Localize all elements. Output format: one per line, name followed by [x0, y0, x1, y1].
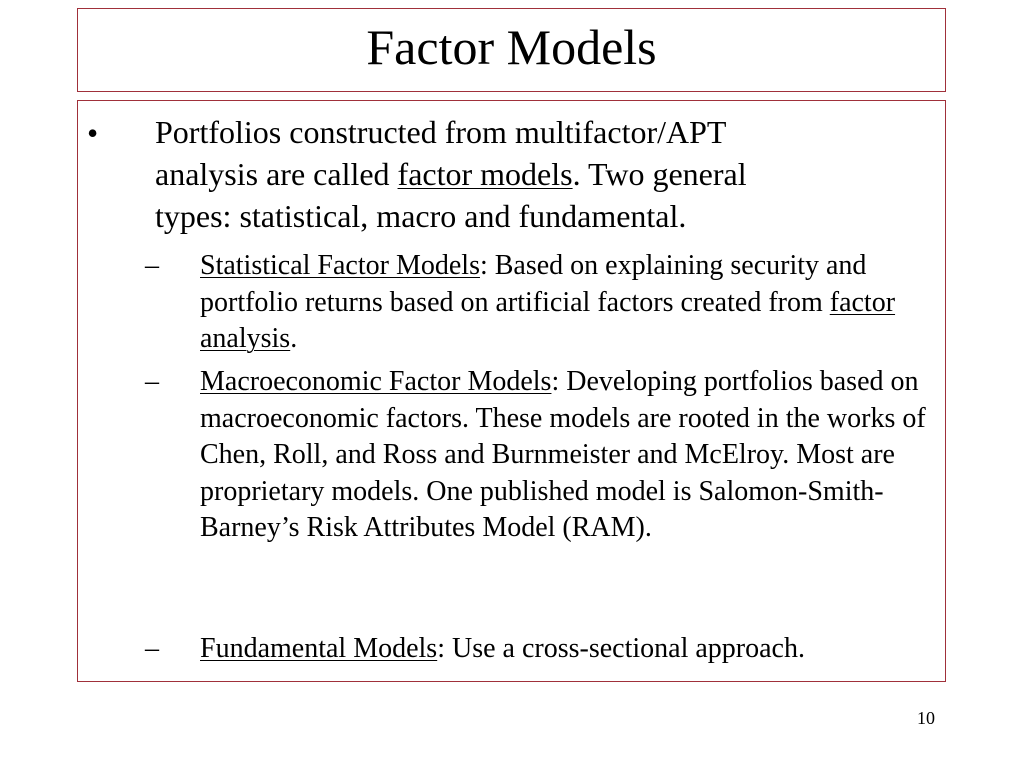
main-bullet-line-2-post: . Two general	[572, 156, 747, 192]
sub-item-text	[200, 631, 940, 668]
fundamental-description: : Use a cross-sectional approach.	[437, 633, 805, 664]
statistical-factor-models-term: Statistical Factor Models	[200, 250, 480, 281]
macroeconomic-description: : Developing portfolios based on macroeconomic factors. These models are rooted in the works of Chen, Roll, and Ross and Burnmeister and McElroy. Most are proprietary models. One published model is Salomon-Smith-Barney’s Risk Attributes Model (RAM).	[200, 366, 926, 544]
sub-item-text	[200, 248, 940, 358]
main-bullet-line-1: Portfolios constructed from multifactor/APT	[155, 114, 727, 150]
fundamental-models-term: Fundamental Models	[200, 633, 438, 664]
dash-marker: –	[145, 633, 159, 664]
dash-marker: –	[145, 366, 159, 397]
main-bullet-line-2-pre: analysis are called	[155, 156, 398, 192]
slide-title: Factor Models	[366, 19, 657, 75]
title-box	[77, 8, 946, 92]
bullet-marker: •	[87, 115, 99, 151]
content-box	[77, 100, 946, 682]
factor-models-term: factor models	[397, 156, 573, 192]
dash-marker: –	[145, 250, 159, 281]
statistical-description: : Based on explaining security and portfolio returns based on artificial factors created from	[200, 250, 867, 318]
factor-analysis-term: factor analysis	[200, 286, 896, 355]
main-bullet-line-3: types: statistical, macro and fundamental.	[155, 198, 687, 234]
macroeconomic-factor-models-term: Macroeconomic Factor Models	[200, 366, 552, 397]
page-number: 10	[917, 708, 935, 728]
main-bullet-text	[155, 111, 935, 237]
sub-item-text	[200, 364, 940, 547]
statistical-description-end: .	[290, 323, 298, 355]
